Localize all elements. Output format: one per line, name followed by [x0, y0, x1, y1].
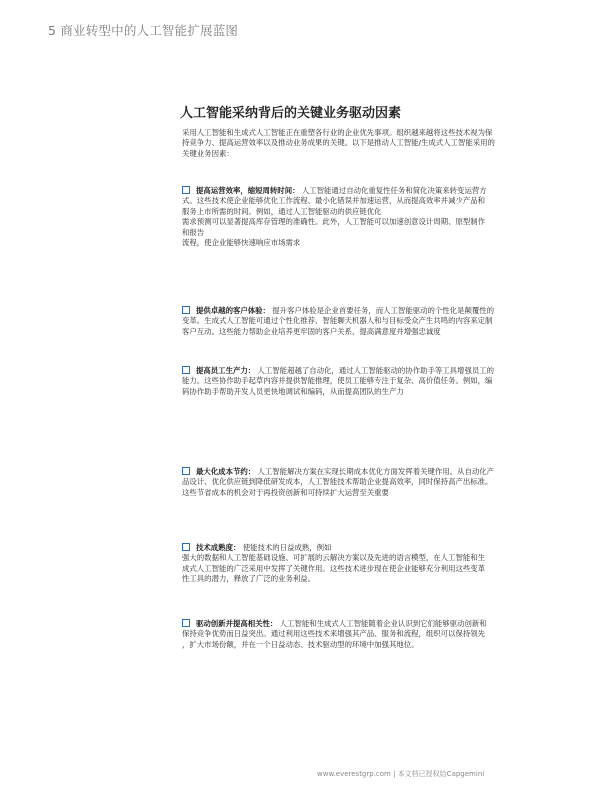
driver-text: 和报告 [182, 227, 205, 237]
intro-line: 持竞争力、提高运营效率以及推动业务成果的关键。以下是推动人工智能/生成式人工智能采用的 [182, 138, 495, 148]
driver-text: 流程，使企业能够快速响应市场需求 [182, 238, 301, 248]
page-header: 5 商业转型中的人工智能扩展蓝图 [48, 23, 239, 38]
driver-lead: 提高运营效率，缩短周转时间： [196, 186, 300, 195]
driver-text: 提升客户体验是企业首要任务，而人工智能驱动的个性化是颠覆性的 [272, 306, 495, 315]
driver-lead: 提供卓越的客户体验： [196, 306, 270, 315]
checkbox-icon [182, 467, 190, 475]
driver-lead: 技术成熟度： [196, 543, 241, 552]
checkbox-icon [182, 543, 190, 551]
section-title: 人工智能采纳背后的关键业务驱动因素 [180, 106, 402, 121]
driver-text: 人工智能超越了自动化，通过人工智能驱动的协作助手等工具增强员工的 [257, 366, 495, 375]
driver-item-innovation [182, 619, 572, 650]
driver-text: 性工具的潜力，释放了广泛的业务利益。 [182, 574, 316, 584]
driver-text: 人工智能解决方案在实现长期成本优化方面发挥着关键作用。从自动化产 [257, 467, 495, 476]
checkbox-icon [182, 366, 190, 374]
driver-text: 需求预测可以显著提高库存管理的准确性。此外，人工智能可以加速创意设计周期、原型制作 [182, 217, 486, 227]
intro-paragraph [182, 128, 570, 159]
driver-text: 成式人工智能的广泛采用中发挥了关键作用。这些技术进步现在使企业能够充分利用这些变革 [182, 563, 486, 573]
driver-text: 码协作助手帮助开发人员更快地调试和编码，从而提高团队的生产力 [182, 386, 404, 396]
driver-item-productivity [182, 366, 572, 397]
driver-lead: 提高员工生产力： [196, 366, 256, 375]
driver-text: 能力。这些协作助手起草内容并提供智能推理，使员工能够专注于复杂、高价值任务。例如，编 [182, 376, 493, 386]
driver-text: 保持竞争优势而日益突出。通过利用这些技术来增强其产品、服务和流程，组织可以保持领先 [182, 629, 486, 639]
driver-text: 品设计、优化供应链到降低研发成本，人工智能技术帮助企业提高效率，同时保持高产出标准。 [182, 477, 493, 487]
driver-text: 人工智能通过自动化重复性任务和简化决策来转变运营方 [301, 186, 487, 195]
driver-text: 使能技术的日益成熟，例如 [242, 543, 332, 552]
checkbox-icon [182, 306, 190, 314]
driver-text: ，扩大市场份额，并在一个日益动态、技术驱动型的环境中加强其地位。 [182, 639, 419, 649]
driver-lead: 最大化成本节约： [196, 467, 256, 476]
driver-text: 人工智能和生成式人工智能随着企业认识到它们能够驱动创新和 [279, 619, 487, 628]
driver-text: 变革。生成式人工智能可通过个性化推荐、智能聊天机器人和与目标受众产生共鸣的内容来定制 [182, 316, 493, 326]
checkbox-icon [182, 186, 190, 194]
intro-line: 采用人工智能和生成式人工智能正在重塑各行业的企业优先事项。组织越来越将这些技术视为保 [182, 128, 493, 137]
intro-line: 关键业务因素： [182, 148, 234, 158]
checkbox-icon [182, 619, 190, 627]
driver-lead: 驱动创新并提高相关性： [196, 619, 278, 628]
driver-item-cost-savings [182, 467, 572, 498]
driver-text: 服务上市所需的时间。例如，通过人工智能驱动的供应链优化 [182, 206, 382, 216]
driver-text: 这些节省成本的机会对于再投资创新和可持续扩大运营至关重要 [182, 487, 389, 497]
driver-text: 强大的数据和人工智能基础设施、可扩展的云解决方案以及先进的语言模型，在人工智能和生 [182, 553, 486, 563]
driver-item-tech-maturity [182, 543, 572, 585]
driver-item-customer-experience [182, 306, 572, 337]
driver-text: 客户互动。这些能力帮助企业培养更牢固的客户关系、提高满意度并增强忠诚度 [182, 326, 441, 336]
driver-item-efficiency [182, 186, 572, 248]
driver-text: 式。这些技术使企业能够优化工作流程、最小化错误并加速运营，从而提高效率并减少产品和 [182, 196, 486, 206]
page-footer: www.everestgrp.com | 本文档已授权给Capgemini [317, 770, 485, 778]
